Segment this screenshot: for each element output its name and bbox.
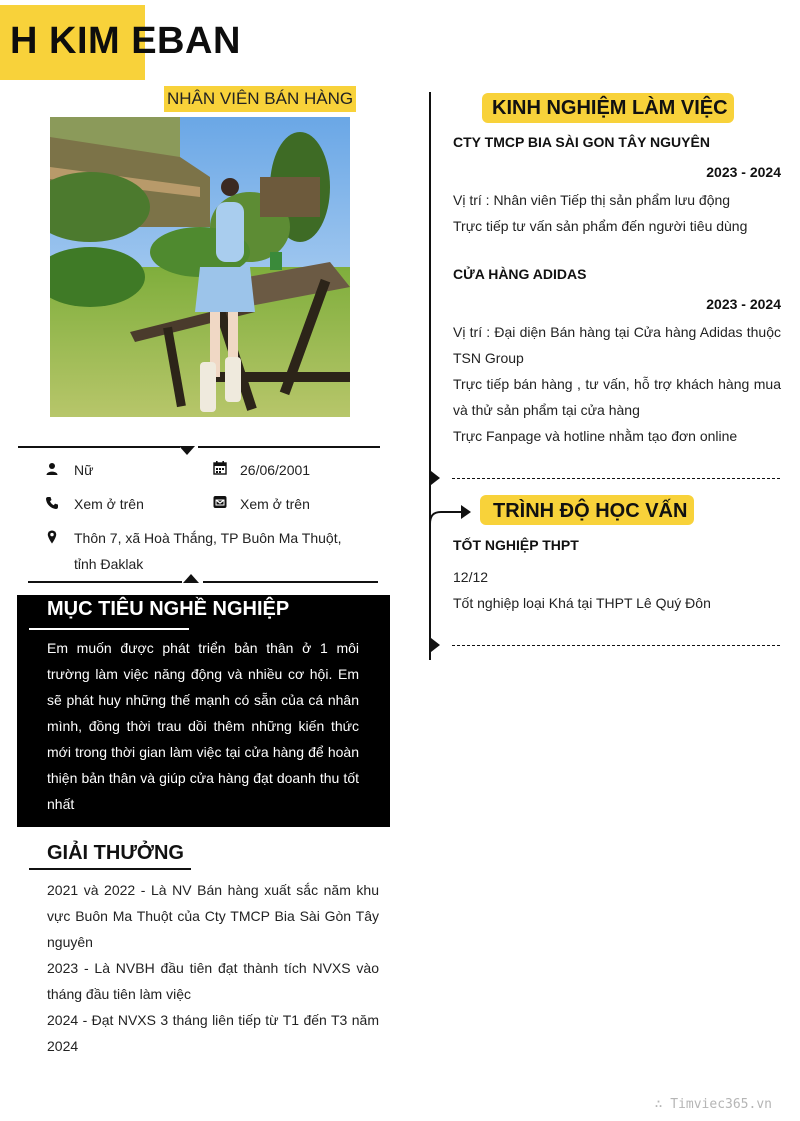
phone-icon bbox=[45, 496, 59, 510]
candidate-name: H KIM EBAN bbox=[10, 20, 241, 62]
job-detail: Vị trí : Nhân viên Tiếp thị sản phẩm lưu động bbox=[453, 192, 731, 208]
job-company: CỬA HÀNG ADIDAS bbox=[453, 266, 587, 282]
timeline-marker bbox=[431, 638, 440, 652]
education-degree: TỐT NGHIỆP THPT bbox=[453, 537, 579, 553]
objective-title-underline bbox=[29, 628, 189, 630]
timeline-marker bbox=[431, 471, 440, 485]
job-detail: Trực Fanpage và hotline nhằm tạo đơn online bbox=[453, 428, 738, 444]
award-item: 2024 - Đạt NVXS 3 tháng liên tiếp từ T1 đến T3 năm 2024 bbox=[47, 1012, 379, 1054]
education-divider bbox=[452, 645, 780, 646]
job-detail: Vị trí : Đại diện Bán hàng tại Cửa hàng Adidas thuộc TSN Group bbox=[453, 324, 781, 366]
info-top-divider-marker bbox=[179, 446, 195, 455]
birthday-value: 26/06/2001 bbox=[240, 462, 311, 478]
experience-title: KINH NGHIỆM LÀM VIỆC bbox=[492, 97, 728, 119]
job-company: CTY TMCP BIA SÀI GON TÂY NGUYÊN bbox=[453, 134, 710, 150]
address-line-2: tỉnh Đaklak bbox=[74, 556, 144, 572]
arrow-right-icon bbox=[429, 500, 473, 526]
awards-title-underline bbox=[29, 868, 191, 870]
education-grade: 12/12 bbox=[453, 569, 489, 585]
email-value: Xem ở trên bbox=[240, 496, 310, 512]
objective-text: Em muốn được phát triển bản thân ở 1 môi trường làm việc năng động và nhiều cơ hội. Em sẽ phát huy những thế mạnh có sẵn của cá nhân mình, đồng thời trau dồi thêm những kiến thức mới trong thời gian làm việc tại cửa hàng để hoàn thiện bản thân và giúp cửa hàng đạt doanh thu tốt nhất bbox=[47, 640, 359, 812]
info-top-divider-left bbox=[18, 446, 180, 448]
job-title: NHÂN VIÊN BÁN HÀNG bbox=[164, 86, 356, 112]
info-bottom-divider-marker bbox=[183, 574, 199, 583]
info-bottom-divider-right bbox=[203, 581, 378, 583]
envelope-icon bbox=[213, 495, 227, 509]
user-icon bbox=[45, 462, 59, 476]
award-item: 2023 - Là NVBH đầu tiên đạt thành tích NVXS vào tháng đầu tiên làm việc bbox=[47, 960, 379, 1002]
address-line-1: Thôn 7, xã Hoà Thắng, TP Buôn Ma Thuột, bbox=[74, 530, 342, 546]
awards-list bbox=[47, 877, 379, 1059]
calendar-icon bbox=[213, 461, 227, 475]
award-item: 2021 và 2022 - Là NV Bán hàng xuất sắc năm khu vực Buôn Ma Thuột của Cty TMCP Bia Sài Gòn Tây nguyên bbox=[47, 882, 379, 950]
education-detail: Tốt nghiệp loại Khá tại THPT Lê Quý Đôn bbox=[453, 595, 711, 611]
job-years: 2023 - 2024 bbox=[706, 164, 781, 180]
job-detail: Trực tiếp bán hàng , tư vấn, hỗ trợ khách hàng mua và thử sản phẩm tại cửa hàng bbox=[453, 376, 781, 418]
phone-value: Xem ở trên bbox=[74, 496, 144, 512]
profile-photo bbox=[50, 117, 350, 417]
education-title: TRÌNH ĐỘ HỌC VẤN bbox=[493, 500, 688, 522]
watermark: ∴ Timviec365.vn bbox=[654, 1097, 772, 1112]
awards-title: GIẢI THƯỞNG bbox=[47, 842, 184, 864]
gender-value: Nữ bbox=[74, 462, 94, 478]
experience-divider bbox=[452, 478, 780, 479]
job-years: 2023 - 2024 bbox=[706, 296, 781, 312]
timeline-line bbox=[429, 92, 431, 660]
info-top-divider-right bbox=[198, 446, 380, 448]
objective-title: MỤC TIÊU NGHỀ NGHIỆP bbox=[47, 598, 290, 620]
job-detail: Trực tiếp tư vấn sản phẩm đến người tiêu dùng bbox=[453, 218, 748, 234]
info-bottom-divider-left bbox=[28, 581, 182, 583]
map-marker-icon bbox=[45, 530, 59, 544]
